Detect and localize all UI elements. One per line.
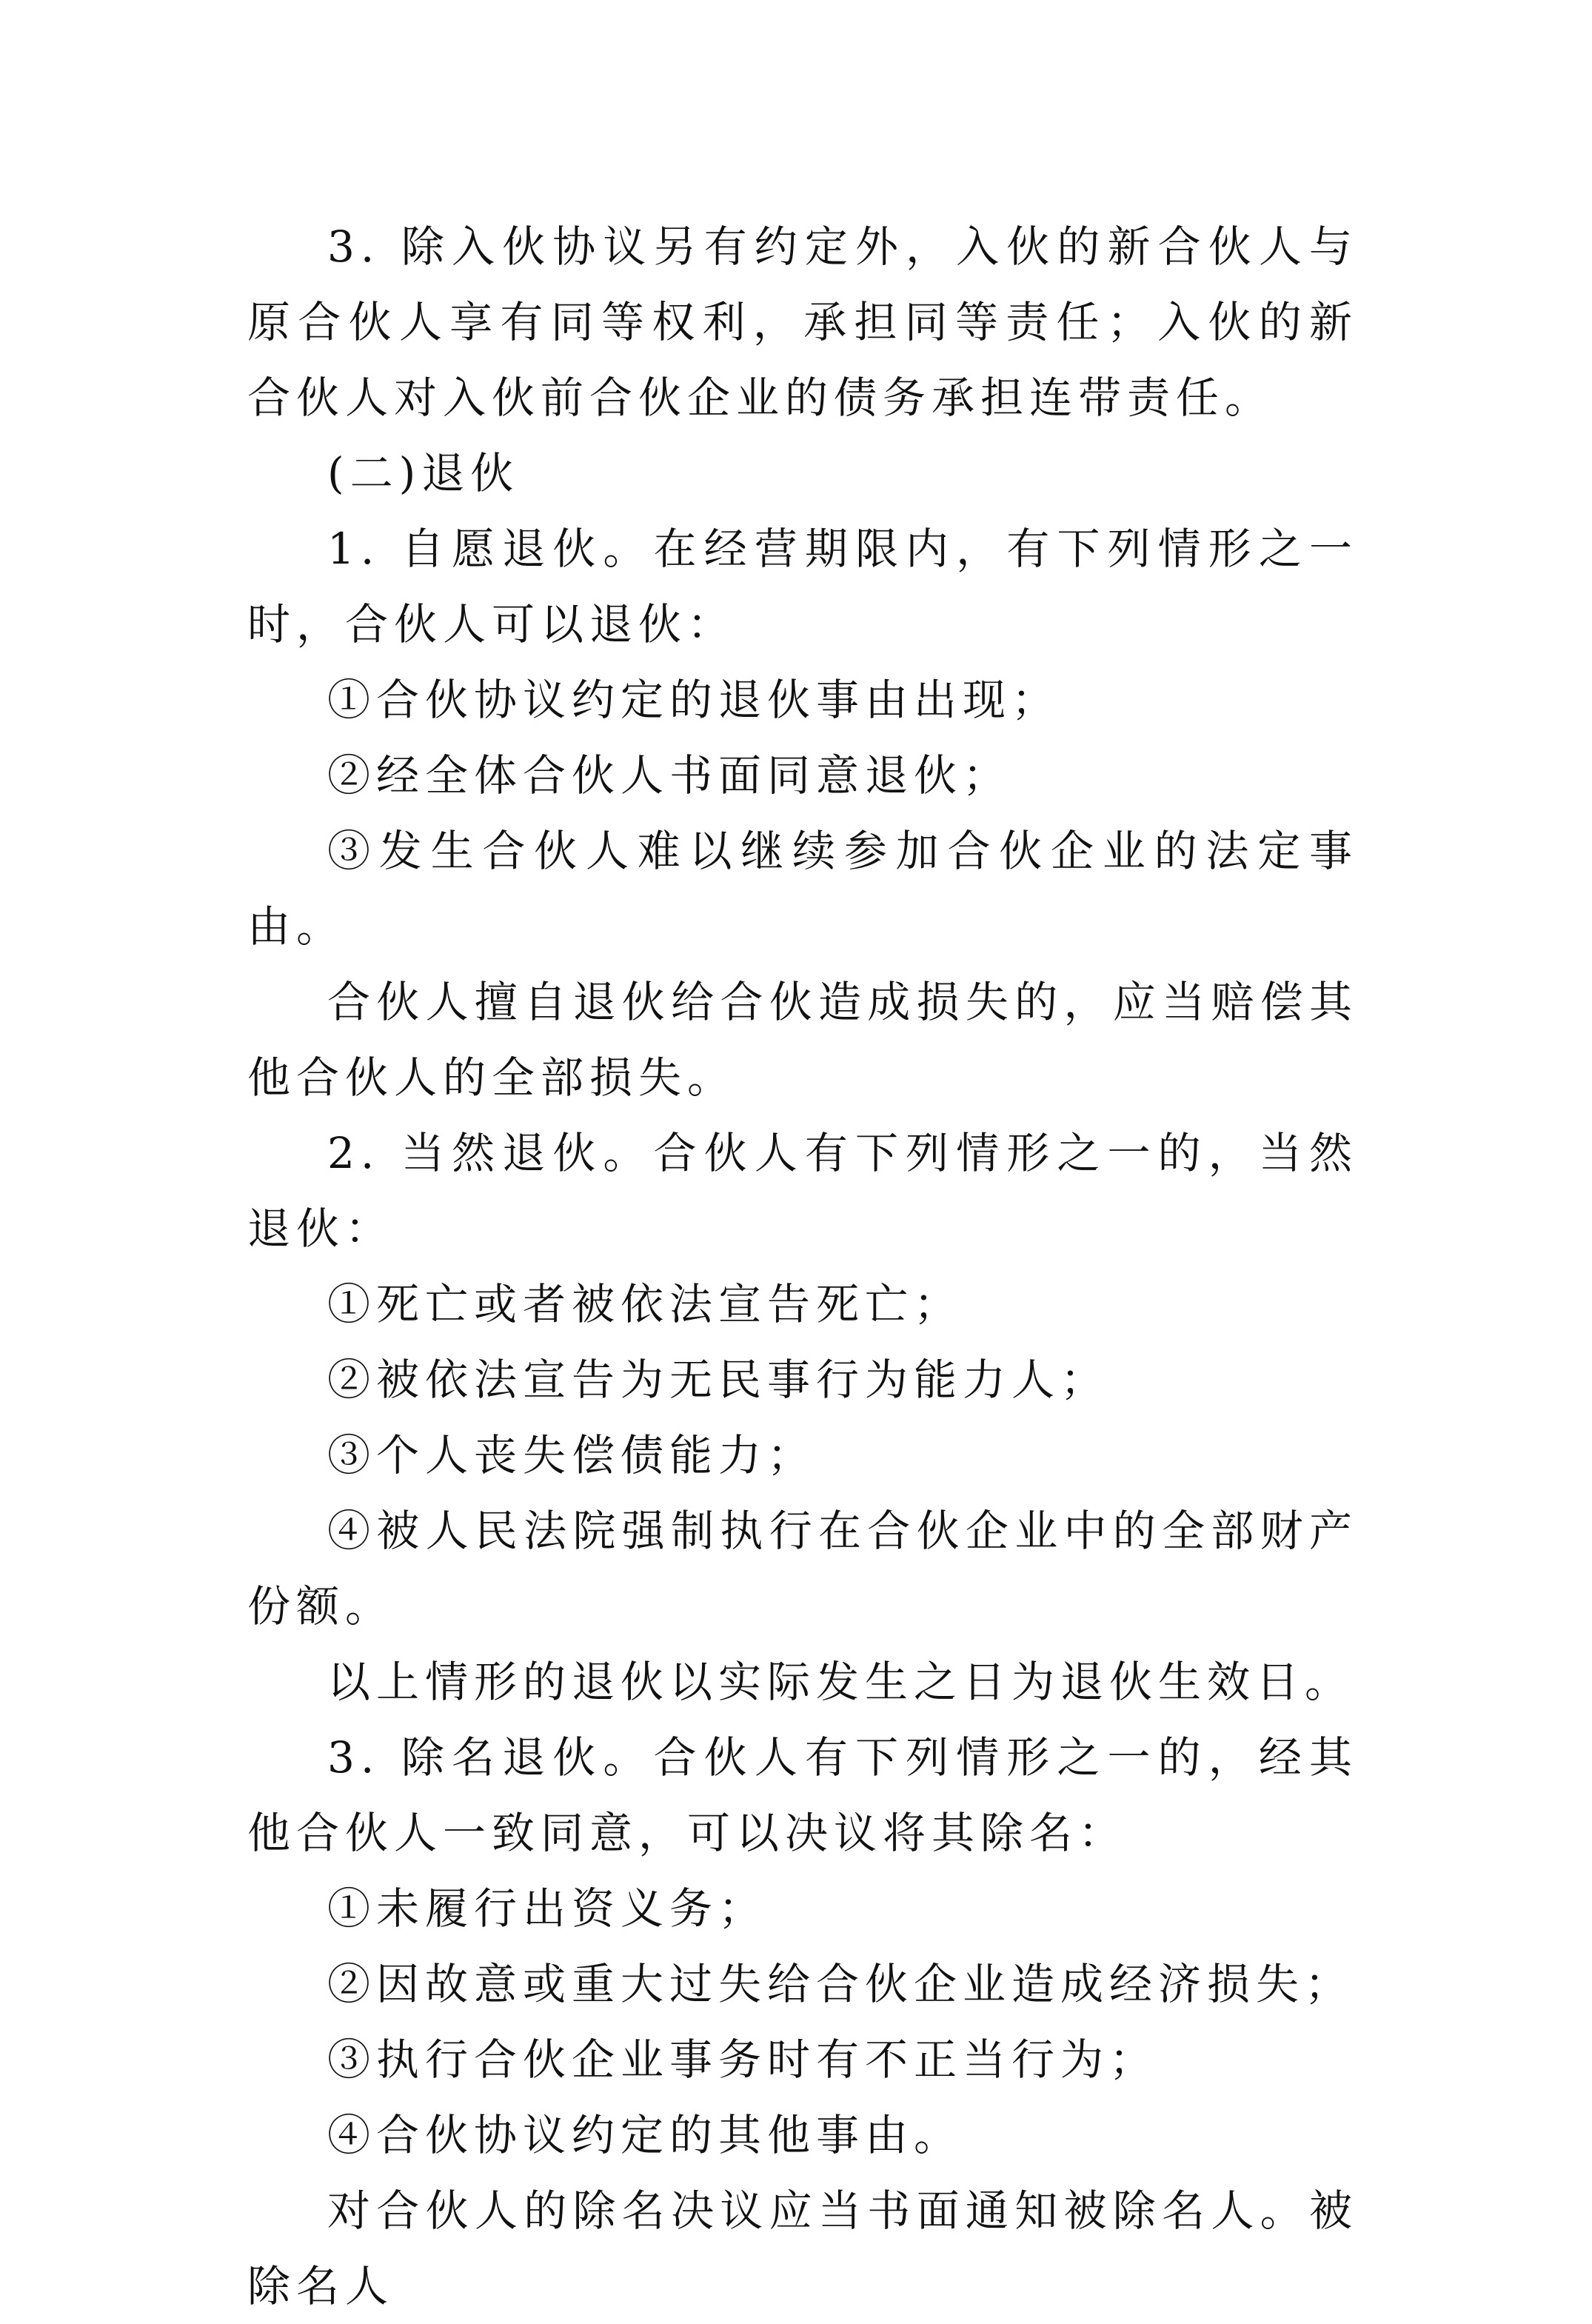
paragraph-admission-rights: 3. 除入伙协议另有约定外，入伙的新合伙人与原合伙人享有同等权利，承担同等责任；入伙的新合伙人对入伙前合伙企业的债务承担连带责任。	[247, 221, 1358, 423]
paragraph-effective-date: 以上情形的退伙以实际发生之日为退伙生效日。	[327, 1657, 1354, 1707]
section-heading-withdrawal: (二)退伙	[327, 448, 520, 498]
list-item: ②经全体合伙人书面同意退伙；	[327, 750, 1012, 801]
list-item: ③执行合伙企业事务时有不正当行为；	[327, 2034, 1159, 2085]
paragraph-expulsion: 3. 除名退伙。合伙人有下列情形之一的，经其他合伙人一致同意，可以决议将其除名：	[247, 1732, 1358, 1858]
list-item: ②被依法宣告为无民事行为能力人；	[327, 1355, 1110, 1405]
list-item: ②因故意或重大过失给合伙企业造成经济损失；	[327, 1959, 1354, 2009]
list-item: ③个人丧失偿债能力；	[327, 1430, 817, 1480]
list-item: ①未履行出资义务；	[327, 1883, 768, 1934]
list-item: ④合伙协议约定的其他事由。	[327, 2110, 963, 2160]
paragraph-voluntary-withdrawal: 1. 自愿退伙。在经营期限内，有下列情形之一时，合伙人可以退伙：	[247, 524, 1358, 650]
list-item: ①合伙协议约定的退伙事由出现；	[327, 675, 1061, 725]
paragraph-unauthorized-withdrawal: 合伙人擅自退伙给合伙造成损失的，应当赔偿其他合伙人的全部损失。	[247, 977, 1358, 1103]
paragraph-automatic-withdrawal: 2. 当然退伙。合伙人有下列情形之一的，当然退伙：	[247, 1128, 1358, 1254]
paragraph-expulsion-notice: 对合伙人的除名决议应当书面通知被除名人。被除名人	[247, 2186, 1358, 2311]
body-text	[247, 209, 1358, 2324]
list-item: ③发生合伙人难以继续参加合伙企业的法定事由。	[247, 826, 1358, 952]
list-item: ④被人民法院强制执行在合伙企业中的全部财产份额。	[247, 1506, 1358, 1632]
list-item: ①死亡或者被依法宣告死亡；	[327, 1279, 963, 1329]
